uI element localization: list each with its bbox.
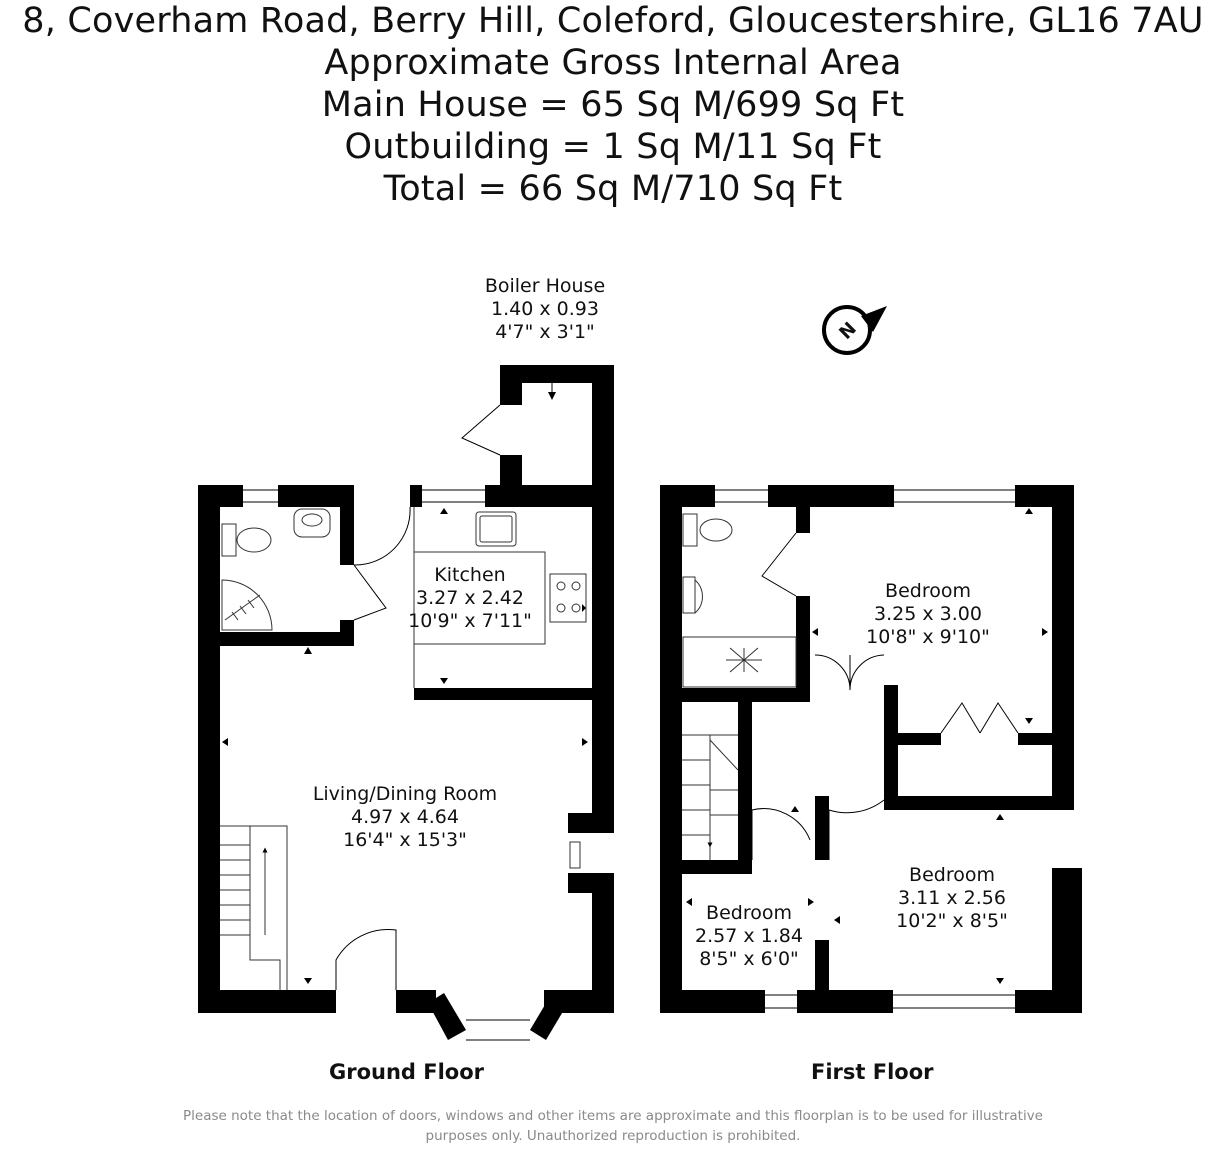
living-room-imperial: 16'4" x 15'3"	[343, 829, 467, 851]
first-floor-label: First Floor	[811, 1060, 934, 1084]
total-area: Total = 66 Sq M/710 Sq Ft	[383, 169, 843, 209]
bedroom-1-imperial: 10'8" x 9'10"	[866, 626, 990, 648]
fireplace	[570, 842, 580, 868]
ground-floor-label: Ground Floor	[329, 1060, 485, 1084]
living-room-name: Living/Dining Room	[312, 783, 498, 805]
bedroom-3-imperial: 8'5" x 6'0"	[699, 948, 799, 970]
boiler-house-imperial: 4'7" x 3'1"	[495, 321, 595, 343]
kitchen-metric: 3.27 x 2.42	[416, 587, 524, 609]
compass-letter: N	[835, 318, 861, 344]
bedroom-1-metric: 3.25 x 3.00	[874, 603, 982, 625]
shower-room-fixtures	[222, 509, 330, 630]
main-house-area: Main House = 65 Sq M/699 Sq Ft	[321, 85, 905, 125]
bedroom-3-metric: 2.57 x 1.84	[695, 925, 803, 947]
outbuilding-area: Outbuilding = 1 Sq M/11 Sq Ft	[344, 127, 882, 167]
first-floor-staircase	[682, 735, 738, 860]
ground-floor-walls	[198, 365, 614, 1040]
bedroom-2-metric: 3.11 x 2.56	[898, 887, 1006, 909]
disclaimer-line-1: Please note that the location of doors, windows and other items are approximate and this floorplan is to be used for illustrative	[183, 1108, 1043, 1124]
gia-title: Approximate Gross Internal Area	[324, 43, 902, 83]
boiler-house-metric: 1.40 x 0.93	[491, 298, 599, 320]
kitchen-name: Kitchen	[434, 564, 506, 586]
disclaimer	[0, 1106, 1226, 1146]
bedroom-2-name: Bedroom	[909, 864, 995, 886]
kitchen-imperial: 10'9" x 7'11"	[408, 610, 532, 632]
ground-floor-plan	[198, 365, 614, 1040]
bathroom-fixtures	[683, 514, 796, 687]
bedroom-3-name: Bedroom	[706, 902, 792, 924]
boiler-house-name: Boiler House	[484, 275, 606, 297]
compass-north-icon	[824, 306, 887, 353]
address-title: 8, Coverham Road, Berry Hill, Coleford, Gloucestershire, GL16 7AU	[22, 1, 1204, 41]
bedroom-2-imperial: 10'2" x 8'5"	[896, 910, 1008, 932]
living-room-metric: 4.97 x 4.64	[351, 806, 459, 828]
disclaimer-line-2: purposes only. Unauthorized reproduction is prohibited.	[425, 1128, 801, 1144]
ground-floor-staircase	[220, 826, 287, 990]
bedroom-1-name: Bedroom	[885, 580, 971, 602]
